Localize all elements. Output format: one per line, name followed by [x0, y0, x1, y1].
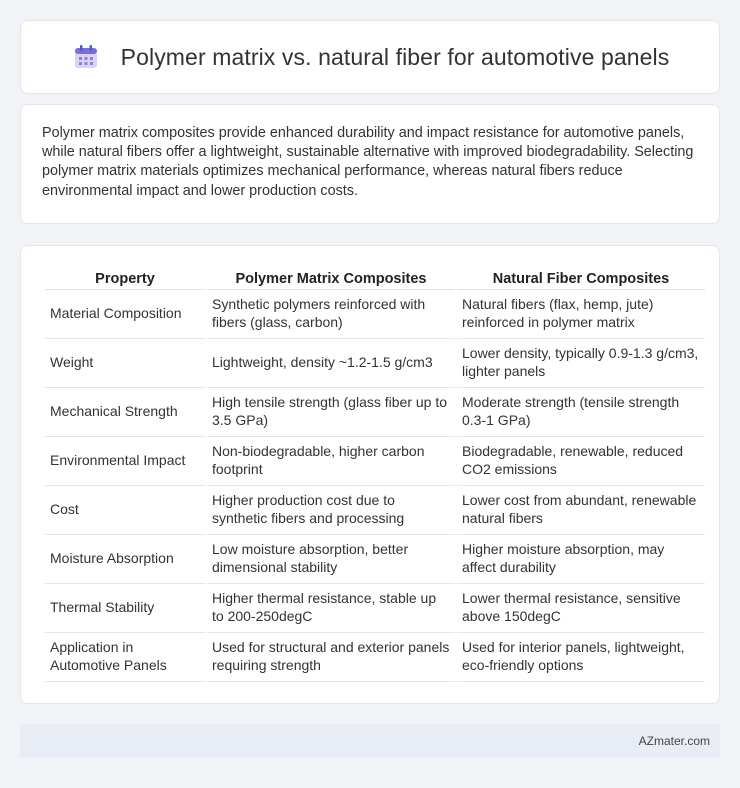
title-card: [20, 20, 720, 94]
cell-polymer: Lightweight, density ~1.2-1.5 g/cm3: [207, 339, 455, 388]
calendar-icon: [71, 42, 101, 72]
table-row: [45, 339, 705, 388]
cell-polymer: Synthetic polymers reinforced with fibers (glass, carbon): [207, 290, 455, 339]
table-row: [45, 535, 705, 584]
cell-natural: Lower thermal resistance, sensitive above 150degC: [457, 584, 705, 633]
cell-polymer: Low moisture absorption, better dimensional stability: [207, 535, 455, 584]
header-polymer: Polymer Matrix Composites: [207, 264, 455, 290]
cell-polymer: Higher thermal resistance, stable up to 200-250degC: [207, 584, 455, 633]
table-row: [45, 486, 705, 535]
table-row: [45, 584, 705, 633]
intro-text: Polymer matrix composites provide enhanced durability and impact resistance for automotive panels, while natural fibers offer a lightweight, sustainable alternative with improved biodegradability. Selecting polymer matrix materials optimizes mechanical performance, whereas natural fibers reduce environmental impact and lower production costs.: [42, 125, 694, 199]
cell-property: Cost: [45, 486, 205, 535]
cell-property: Thermal Stability: [45, 584, 205, 633]
cell-natural: Natural fibers (flax, hemp, jute) reinforced in polymer matrix: [457, 290, 705, 339]
cell-property: Moisture Absorption: [45, 535, 205, 584]
table-row: [45, 388, 705, 437]
cell-natural: Moderate strength (tensile strength 0.3-1 GPa): [457, 388, 705, 437]
cell-property: Environmental Impact: [45, 437, 205, 486]
intro-card: [20, 104, 720, 224]
page-title: Polymer matrix vs. natural fiber for automotive panels: [120, 43, 670, 70]
cell-polymer: Higher production cost due to synthetic fibers and processing: [207, 486, 455, 535]
footer-site-link[interactable]: AZmater.com: [638, 734, 710, 748]
cell-natural: Lower cost from abundant, renewable natural fibers: [457, 486, 705, 535]
cell-natural: Used for interior panels, lightweight, eco-friendly options: [457, 633, 705, 682]
cell-polymer: High tensile strength (glass fiber up to 3.5 GPa): [207, 388, 455, 437]
cell-property: Material Composition: [45, 290, 205, 339]
comparison-card: [20, 245, 720, 704]
cell-property: Weight: [45, 339, 205, 388]
cell-natural: Biodegradable, renewable, reduced CO2 emissions: [457, 437, 705, 486]
header-property: Property: [45, 264, 205, 290]
table-row: [45, 437, 705, 486]
table-row: [45, 633, 705, 682]
footer-bar: [20, 724, 720, 758]
cell-property: Mechanical Strength: [45, 388, 205, 437]
cell-natural: Higher moisture absorption, may affect durability: [457, 535, 705, 584]
table-header-row: [45, 264, 705, 290]
header-natural: Natural Fiber Composites: [457, 264, 705, 290]
comparison-table: [43, 264, 707, 682]
cell-natural: Lower density, typically 0.9-1.3 g/cm3, lighter panels: [457, 339, 705, 388]
cell-polymer: Non-biodegradable, higher carbon footprint: [207, 437, 455, 486]
table-row: [45, 290, 705, 339]
cell-polymer: Used for structural and exterior panels requiring strength: [207, 633, 455, 682]
cell-property: Application in Automotive Panels: [45, 633, 205, 682]
